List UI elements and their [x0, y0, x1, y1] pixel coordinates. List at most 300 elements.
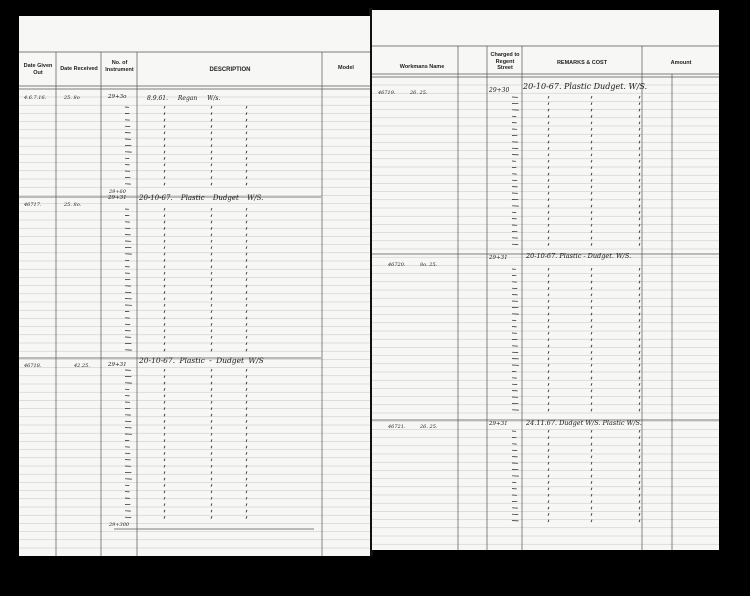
- ditto-mark: [246, 246, 247, 249]
- ditto-mark: [548, 475, 549, 478]
- entry-6-date-given: 46721.: [388, 424, 406, 430]
- ditto-mark: [639, 306, 640, 309]
- ditto-mark: [639, 390, 640, 393]
- ditto-mark: [591, 449, 592, 452]
- ditto-mark: [591, 134, 592, 137]
- ditto-mark: [548, 237, 549, 240]
- ditto-mark: [639, 300, 640, 303]
- ditto-mark: [164, 240, 165, 243]
- ditto-mark: [548, 488, 549, 491]
- ditto-mark: [246, 388, 247, 391]
- ditto-mark: [164, 291, 165, 294]
- ditto-mark: [211, 221, 212, 224]
- ditto-mark: [591, 268, 592, 271]
- ditto-mark: [591, 192, 592, 195]
- ditto-mark: [211, 138, 212, 141]
- ditto-mark: [548, 287, 549, 290]
- ditto-mark: [211, 272, 212, 275]
- ditto-mark: [164, 164, 165, 167]
- ditto-mark: [211, 471, 212, 474]
- ditto-mark: [246, 157, 247, 160]
- ditto-mark: [211, 183, 212, 186]
- ditto-mark: [211, 427, 212, 430]
- ditto-mark: [246, 446, 247, 449]
- ditto-mark: [548, 377, 549, 380]
- ditto-mark: [164, 491, 165, 494]
- ditto-mark: [548, 281, 549, 284]
- ditto-mark: [639, 96, 640, 99]
- ditto-mark: [591, 370, 592, 373]
- ditto-mark: [164, 170, 165, 173]
- col-amount: Amount: [670, 60, 692, 66]
- col-charged-to: Charged to Regent Street: [490, 52, 520, 71]
- ditto-mark: [639, 513, 640, 516]
- ditto-mark: [548, 96, 549, 99]
- entry-6-received: 26. 25.: [420, 424, 438, 430]
- ditto-mark: [639, 500, 640, 503]
- entry-6-remarks: 24.11.67. Dudget W/S. Plastic W/S.: [526, 419, 642, 427]
- ditto-mark: [591, 409, 592, 412]
- ditto-mark: [591, 507, 592, 510]
- ditto-mark: [246, 503, 247, 506]
- ditto-mark: [246, 459, 247, 462]
- entry-5-received: 8o. 25.: [420, 262, 438, 268]
- ditto-mark: [639, 128, 640, 131]
- ditto-mark: [164, 106, 165, 109]
- ditto-mark: [591, 274, 592, 277]
- ditto-mark: [591, 128, 592, 131]
- ditto-mark: [246, 516, 247, 519]
- ditto-mark: [591, 351, 592, 354]
- ditto-mark: [211, 304, 212, 307]
- ditto-mark: [164, 298, 165, 301]
- ditto-mark: [246, 208, 247, 211]
- ditto-mark: [164, 516, 165, 519]
- ditto-mark: [211, 484, 212, 487]
- ditto-mark: [246, 266, 247, 269]
- ditto-mark: [548, 494, 549, 497]
- entry-1-end-instrument: 29+60: [109, 189, 126, 195]
- ditto-mark: [164, 395, 165, 398]
- ditto-mark: [548, 332, 549, 335]
- ditto-mark: [548, 122, 549, 125]
- ditto-mark: [211, 401, 212, 404]
- ditto-mark: [639, 377, 640, 380]
- ditto-mark: [591, 383, 592, 386]
- ditto-mark: [246, 132, 247, 135]
- ditto-mark: [246, 330, 247, 333]
- ditto-mark: [164, 259, 165, 262]
- ditto-mark: [548, 364, 549, 367]
- ditto-mark: [591, 377, 592, 380]
- ditto-mark: [548, 430, 549, 433]
- ditto-mark: [548, 115, 549, 118]
- ditto-mark: [246, 427, 247, 430]
- ditto-mark: [211, 414, 212, 417]
- ditto-mark: [164, 214, 165, 217]
- ditto-mark: [246, 112, 247, 115]
- ditto-mark: [211, 510, 212, 513]
- ditto-mark: [548, 345, 549, 348]
- entry-1-instrument: 29+3o: [108, 94, 127, 100]
- ditto-mark: [211, 478, 212, 481]
- ditto-mark: [548, 109, 549, 112]
- entry-6-instrument: 29+31: [489, 421, 508, 427]
- ditto-mark: [548, 211, 549, 214]
- ditto-mark: [246, 497, 247, 500]
- ditto-mark: [246, 491, 247, 494]
- ditto-mark: [211, 176, 212, 179]
- ditto-mark: [211, 106, 212, 109]
- ditto-mark: [246, 234, 247, 237]
- ditto-mark: [591, 287, 592, 290]
- ditto-mark: [591, 520, 592, 523]
- ditto-mark: [639, 186, 640, 189]
- ditto-mark: [548, 358, 549, 361]
- ditto-mark: [246, 214, 247, 217]
- ditto-mark: [211, 420, 212, 423]
- col-model: Model: [338, 65, 354, 71]
- ditto-mark: [639, 436, 640, 439]
- ditto-mark: [639, 281, 640, 284]
- ditto-mark: [548, 179, 549, 182]
- ditto-mark: [639, 122, 640, 125]
- ditto-mark: [591, 481, 592, 484]
- ditto-mark: [246, 465, 247, 468]
- ditto-mark: [164, 310, 165, 313]
- ditto-mark: [211, 157, 212, 160]
- entry-4-remarks: 20-10-67. Plastic Dudget. W/S.: [523, 82, 648, 91]
- ditto-mark: [246, 170, 247, 173]
- col-date-received: Date Received: [60, 66, 98, 72]
- ditto-mark: [639, 383, 640, 386]
- ditto-mark: [591, 494, 592, 497]
- ditto-mark: [164, 452, 165, 455]
- ditto-mark: [591, 300, 592, 303]
- ditto-mark: [591, 475, 592, 478]
- ditto-mark: [211, 503, 212, 506]
- ditto-mark: [164, 144, 165, 147]
- ditto-mark: [591, 173, 592, 176]
- ditto-mark: [639, 141, 640, 144]
- ditto-mark: [164, 119, 165, 122]
- ditto-mark: [211, 278, 212, 281]
- ditto-mark: [164, 208, 165, 211]
- ditto-mark: [548, 319, 549, 322]
- ditto-mark: [164, 285, 165, 288]
- ditto-mark: [164, 183, 165, 186]
- ditto-mark: [211, 497, 212, 500]
- ditto-mark: [246, 253, 247, 256]
- ditto-mark: [164, 369, 165, 372]
- ditto-mark: [548, 402, 549, 405]
- ditto-mark: [164, 266, 165, 269]
- ditto-mark: [639, 402, 640, 405]
- ditto-mark: [211, 459, 212, 462]
- ditto-mark: [591, 160, 592, 163]
- ditto-mark: [639, 326, 640, 329]
- ditto-mark: [639, 160, 640, 163]
- ditto-mark: [591, 96, 592, 99]
- ditto-mark: [548, 218, 549, 221]
- col-instrument-no: No. of Instrument: [105, 60, 134, 73]
- ditto-mark: [246, 278, 247, 281]
- ditto-mark: [164, 304, 165, 307]
- ditto-mark: [164, 420, 165, 423]
- col-date-given-out: Date Given Out: [23, 63, 53, 76]
- entry-3-description: 20-10-67. Plastic - Dudget W/S: [139, 356, 264, 365]
- ditto-mark: [246, 484, 247, 487]
- ditto-mark: [164, 497, 165, 500]
- ditto-mark: [246, 510, 247, 513]
- entry-1-date-given: 4.6.7.16.: [24, 95, 47, 101]
- ditto-mark: [164, 446, 165, 449]
- ditto-mark: [211, 259, 212, 262]
- ditto-mark: [591, 147, 592, 150]
- ditto-mark: [164, 278, 165, 281]
- ditto-mark: [246, 176, 247, 179]
- ditto-mark: [246, 183, 247, 186]
- ditto-mark: [639, 287, 640, 290]
- ditto-mark: [164, 510, 165, 513]
- ditto-mark: [639, 313, 640, 316]
- ditto-mark: [548, 370, 549, 373]
- ditto-mark: [164, 336, 165, 339]
- entry-2-date-given: 46717.: [24, 202, 42, 208]
- ditto-mark: [548, 306, 549, 309]
- ditto-mark: [639, 475, 640, 478]
- entry-3-instrument: 29+31: [108, 362, 127, 368]
- ditto-mark: [246, 259, 247, 262]
- ditto-mark: [164, 478, 165, 481]
- ditto-mark: [591, 402, 592, 405]
- ditto-mark: [639, 179, 640, 182]
- ditto-mark: [591, 500, 592, 503]
- ditto-mark: [246, 221, 247, 224]
- ditto-mark: [639, 115, 640, 118]
- ditto-mark: [548, 513, 549, 516]
- ditto-mark: [164, 138, 165, 141]
- ditto-mark: [548, 141, 549, 144]
- ditto-mark: [591, 122, 592, 125]
- ditto-mark: [246, 369, 247, 372]
- ditto-mark: [211, 349, 212, 352]
- entry-5-remarks: 20-10-67. Plastic - Dudget. W/S.: [526, 252, 632, 260]
- ditto-mark: [211, 452, 212, 455]
- ditto-mark: [211, 516, 212, 519]
- ditto-mark: [548, 449, 549, 452]
- ditto-mark: [164, 349, 165, 352]
- ditto-mark: [548, 154, 549, 157]
- ditto-mark: [548, 313, 549, 316]
- ditto-mark: [639, 507, 640, 510]
- ditto-mark: [639, 364, 640, 367]
- ditto-mark: [246, 285, 247, 288]
- ditto-mark: [211, 285, 212, 288]
- ditto-mark: [639, 109, 640, 112]
- entry-2-instrument: 29+31: [108, 195, 127, 201]
- ditto-mark: [591, 141, 592, 144]
- ditto-mark: [591, 364, 592, 367]
- ditto-mark: [164, 125, 165, 128]
- ditto-mark: [591, 205, 592, 208]
- ditto-mark: [211, 465, 212, 468]
- ditto-mark: [591, 294, 592, 297]
- ditto-mark: [246, 138, 247, 141]
- ditto-mark: [211, 144, 212, 147]
- ditto-mark: [211, 446, 212, 449]
- ditto-mark: [211, 395, 212, 398]
- ditto-mark: [591, 358, 592, 361]
- ditto-mark: [639, 294, 640, 297]
- ditto-mark: [164, 227, 165, 230]
- ditto-mark: [246, 106, 247, 109]
- ditto-mark: [639, 351, 640, 354]
- ditto-mark: [548, 205, 549, 208]
- ditto-mark: [211, 369, 212, 372]
- entry-2-description: 20-10-67. Plastic Dudget W/S.: [139, 194, 264, 202]
- ditto-mark: [246, 125, 247, 128]
- ditto-mark: [211, 164, 212, 167]
- ditto-mark: [639, 147, 640, 150]
- ditto-mark: [164, 330, 165, 333]
- ditto-mark: [639, 520, 640, 523]
- ditto-mark: [591, 237, 592, 240]
- ditto-mark: [211, 310, 212, 313]
- ditto-mark: [548, 147, 549, 150]
- ditto-mark: [639, 488, 640, 491]
- entry-1-description: 8.9.61. Regan W/s.: [147, 95, 221, 102]
- ditto-mark: [639, 192, 640, 195]
- entry-5-date-given: 46720.: [388, 262, 406, 268]
- ditto-mark: [246, 144, 247, 147]
- ditto-mark: [639, 345, 640, 348]
- ditto-mark: [639, 494, 640, 497]
- ditto-mark: [591, 281, 592, 284]
- ditto-mark: [246, 420, 247, 423]
- ditto-mark: [548, 443, 549, 446]
- ditto-mark: [246, 227, 247, 230]
- ditto-mark: [548, 520, 549, 523]
- ditto-mark: [246, 395, 247, 398]
- ditto-mark: [639, 430, 640, 433]
- ditto-mark: [548, 500, 549, 503]
- ditto-mark: [591, 115, 592, 118]
- ditto-mark: [548, 383, 549, 386]
- ditto-mark: [639, 173, 640, 176]
- ditto-mark: [211, 317, 212, 320]
- ditto-mark: [164, 151, 165, 154]
- ditto-mark: [591, 102, 592, 105]
- ditto-mark: [548, 134, 549, 137]
- ditto-mark: [639, 409, 640, 412]
- ditto-mark: [164, 234, 165, 237]
- ditto-mark: [211, 407, 212, 410]
- ditto-mark: [548, 198, 549, 201]
- ditto-mark: [591, 488, 592, 491]
- entry-4-date-given: 46719.: [378, 90, 396, 96]
- ditto-mark: [164, 246, 165, 249]
- ditto-mark: [211, 330, 212, 333]
- ditto-mark: [639, 134, 640, 137]
- ditto-mark: [639, 218, 640, 221]
- ditto-mark: [639, 243, 640, 246]
- ditto-mark: [548, 481, 549, 484]
- ditto-mark: [211, 132, 212, 135]
- ditto-mark: [246, 119, 247, 122]
- ditto-mark: [639, 205, 640, 208]
- ditto-mark: [164, 132, 165, 135]
- entry-1-received: 25. 8o: [64, 95, 80, 101]
- ditto-mark: [591, 319, 592, 322]
- ditto-mark: [211, 119, 212, 122]
- ditto-mark: [639, 198, 640, 201]
- ditto-mark: [164, 221, 165, 224]
- ditto-mark: [211, 208, 212, 211]
- ditto-mark: [548, 300, 549, 303]
- ditto-mark: [246, 310, 247, 313]
- ditto-mark: [639, 338, 640, 341]
- ditto-mark: [164, 272, 165, 275]
- ditto-mark: [211, 214, 212, 217]
- ditto-mark: [639, 449, 640, 452]
- col-workmans-name: Workmans Name: [399, 64, 445, 70]
- ditto-mark: [548, 173, 549, 176]
- ditto-mark: [164, 388, 165, 391]
- ditto-mark: [211, 227, 212, 230]
- ditto-mark: [211, 151, 212, 154]
- ditto-mark: [211, 491, 212, 494]
- ditto-mark: [591, 186, 592, 189]
- ditto-mark: [591, 211, 592, 214]
- ditto-mark: [246, 407, 247, 410]
- entry-3-date-given: 46718.: [24, 363, 42, 369]
- ditto-mark: [246, 452, 247, 455]
- ditto-mark: [548, 274, 549, 277]
- ditto-mark: [548, 128, 549, 131]
- ditto-mark: [246, 240, 247, 243]
- ditto-mark: [639, 237, 640, 240]
- ditto-mark: [591, 332, 592, 335]
- ditto-mark: [591, 345, 592, 348]
- ditto-mark: [211, 323, 212, 326]
- ditto-mark: [591, 313, 592, 316]
- ditto-mark: [246, 298, 247, 301]
- ditto-mark: [548, 294, 549, 297]
- ledger-left-page: [19, 16, 370, 556]
- ditto-mark: [639, 274, 640, 277]
- ditto-mark: [211, 253, 212, 256]
- ditto-mark: [591, 430, 592, 433]
- ditto-mark: [246, 323, 247, 326]
- ditto-mark: [548, 507, 549, 510]
- ditto-mark: [548, 436, 549, 439]
- ditto-mark: [164, 503, 165, 506]
- ditto-mark: [548, 192, 549, 195]
- ditto-mark: [211, 240, 212, 243]
- ditto-mark: [548, 390, 549, 393]
- ditto-mark: [164, 323, 165, 326]
- ditto-mark: [548, 243, 549, 246]
- col-remarks-cost: REMARKS & COST: [556, 60, 608, 66]
- ditto-mark: [639, 102, 640, 105]
- ditto-mark: [591, 243, 592, 246]
- ditto-mark: [548, 456, 549, 459]
- ditto-mark: [591, 456, 592, 459]
- ditto-mark: [591, 443, 592, 446]
- ditto-mark: [639, 456, 640, 459]
- entry-3-end-instrument: 29+300: [109, 522, 130, 528]
